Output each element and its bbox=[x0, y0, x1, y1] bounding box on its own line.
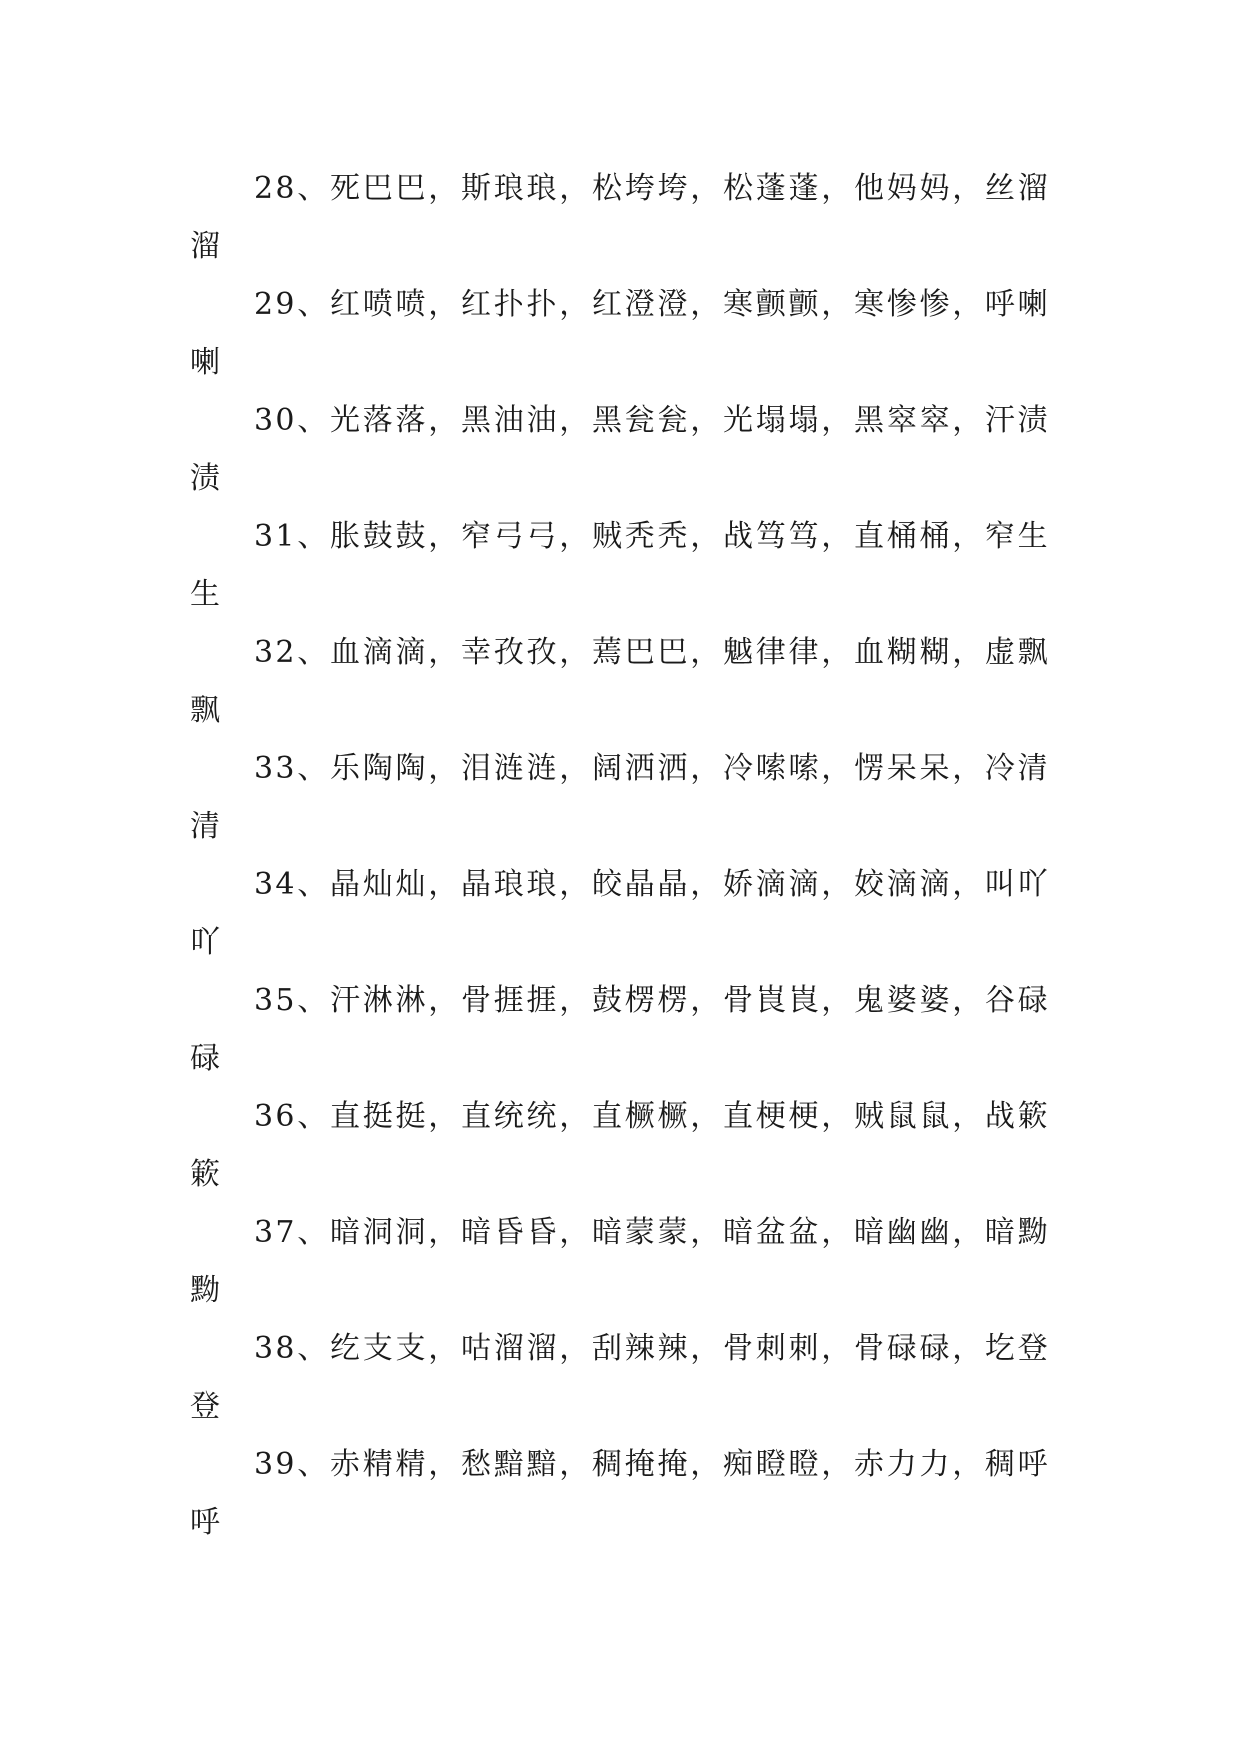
paragraph-39: 39、赤精精，愁黯黯，稠掩掩，痴瞪瞪，赤力力，稠呼呼 bbox=[190, 1447, 1050, 1540]
paragraph-36: 36、直挺挺，直统统，直橛橛，直梗梗，贼鼠鼠，战簌簌 bbox=[190, 1099, 1050, 1192]
paragraph-28: 28、死巴巴，斯琅琅，松垮垮，松蓬蓬，他妈妈，丝溜溜 bbox=[190, 171, 1050, 264]
paragraph-32: 32、血滴滴，幸孜孜，蔫巴巴，魆律律，血糊糊，虚飘飘 bbox=[190, 635, 1050, 728]
paragraph-37: 37、暗洞洞，暗昏昏，暗蒙蒙，暗盆盆，暗幽幽，暗黝黝 bbox=[190, 1215, 1050, 1308]
document-body bbox=[190, 160, 1050, 1552]
paragraph-38: 38、纥支支，咕溜溜，刮辣辣，骨刺刺，骨碌碌，圪登登 bbox=[190, 1331, 1050, 1424]
paragraph-33: 33、乐陶陶，泪涟涟，阔洒洒，冷嗦嗦，愣呆呆，冷清清 bbox=[190, 751, 1050, 844]
paragraph-31: 31、胀鼓鼓，窄弓弓，贼秃秃，战笃笃，直桶桶，窄生生 bbox=[190, 519, 1050, 612]
paragraph-30: 30、光落落，黑油油，黑瓮瓮，光塌塌，黑窣窣，汗渍渍 bbox=[190, 403, 1050, 496]
paragraph-35: 35、汗淋淋，骨捱捱，鼓楞楞，骨崀崀，鬼婆婆，谷碌碌 bbox=[190, 983, 1050, 1076]
paragraph-29: 29、红喷喷，红扑扑，红澄澄，寒颤颤，寒惨惨，呼喇喇 bbox=[190, 287, 1050, 380]
paragraph-34: 34、晶灿灿，晶琅琅，皎晶晶，娇滴滴，姣滴滴，叫吖吖 bbox=[190, 867, 1050, 960]
